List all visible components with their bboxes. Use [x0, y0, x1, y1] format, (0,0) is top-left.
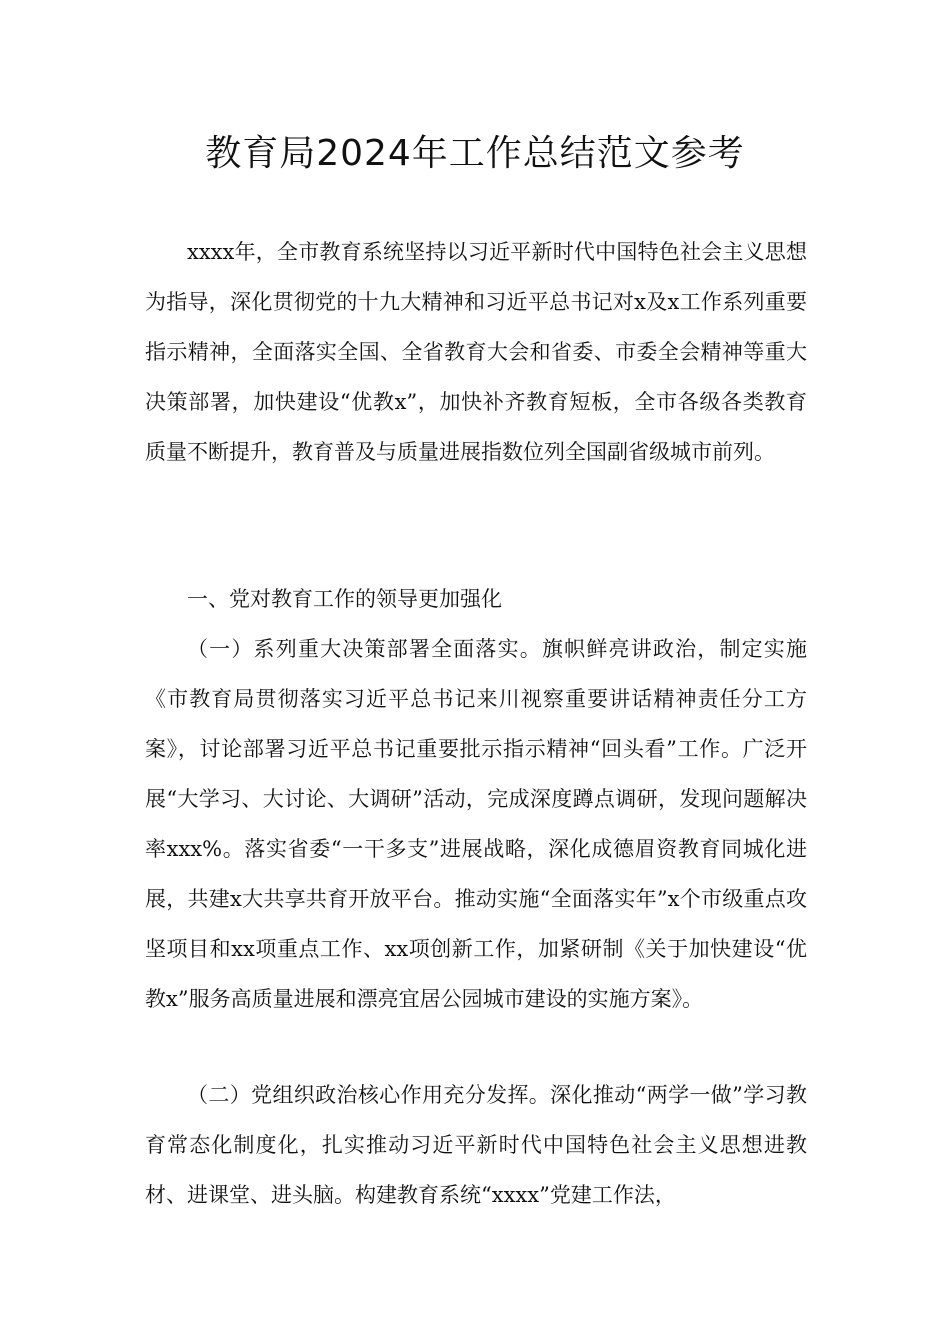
document-title: 教育局2024年工作总结范文参考 [205, 133, 745, 174]
intro-paragraph: xxxx年，全市教育系统坚持以习近平新时代中国特色社会主义思想为指导，深化贯彻党的十九大精神和习近平总书记对x及x工作系列重要指示精神，全面落实全国、全省教育大会和省委、市委全会精神等重大决策部署，加快建设“优教x”，加快补齐教育短板，全市各级各类教育质量不断提升，教育普及与质量进展指数位列全国副省级城市前列。 [145, 240, 807, 464]
section-item-2: （二）党组织政治核心作用充分发挥。深化推动“两学一做”学习教育常态化制度化，扎实推动习近平新时代中国特色社会主义思想进教材、进课堂、进头脑。构建教育系统“xxxx”党建工作法， [145, 1083, 807, 1207]
section-heading: 一、党对教育工作的领导更加强化 [187, 587, 502, 611]
section-item-2-container [145, 1070, 807, 1220]
section-item-1: （一）系列重大决策部署全面落实。旗帜鲜亮讲政治，制定实施《市教育局贯彻落实习近平总书记来川视察重要讲话精神责任分工方案》，讨论部署习近平总书记重要批示指示精神“回头看”工作。广泛开展“大学习、大讨论、大调研”活动，完成深度蹲点调研，发现问题解决率xxx%。落实省委“一干多支”进展战略，深化成德眉资教育同城化进展，共建x大共享共育开放平台。推动实施“全面落实年”x个市级重点攻坚项目和xx项重点工作、xx项创新工作，加紧研制《关于加快建设“优教x”服务高质量进展和漂亮宜居公园城市建设的实施方案》。 [145, 637, 807, 1011]
